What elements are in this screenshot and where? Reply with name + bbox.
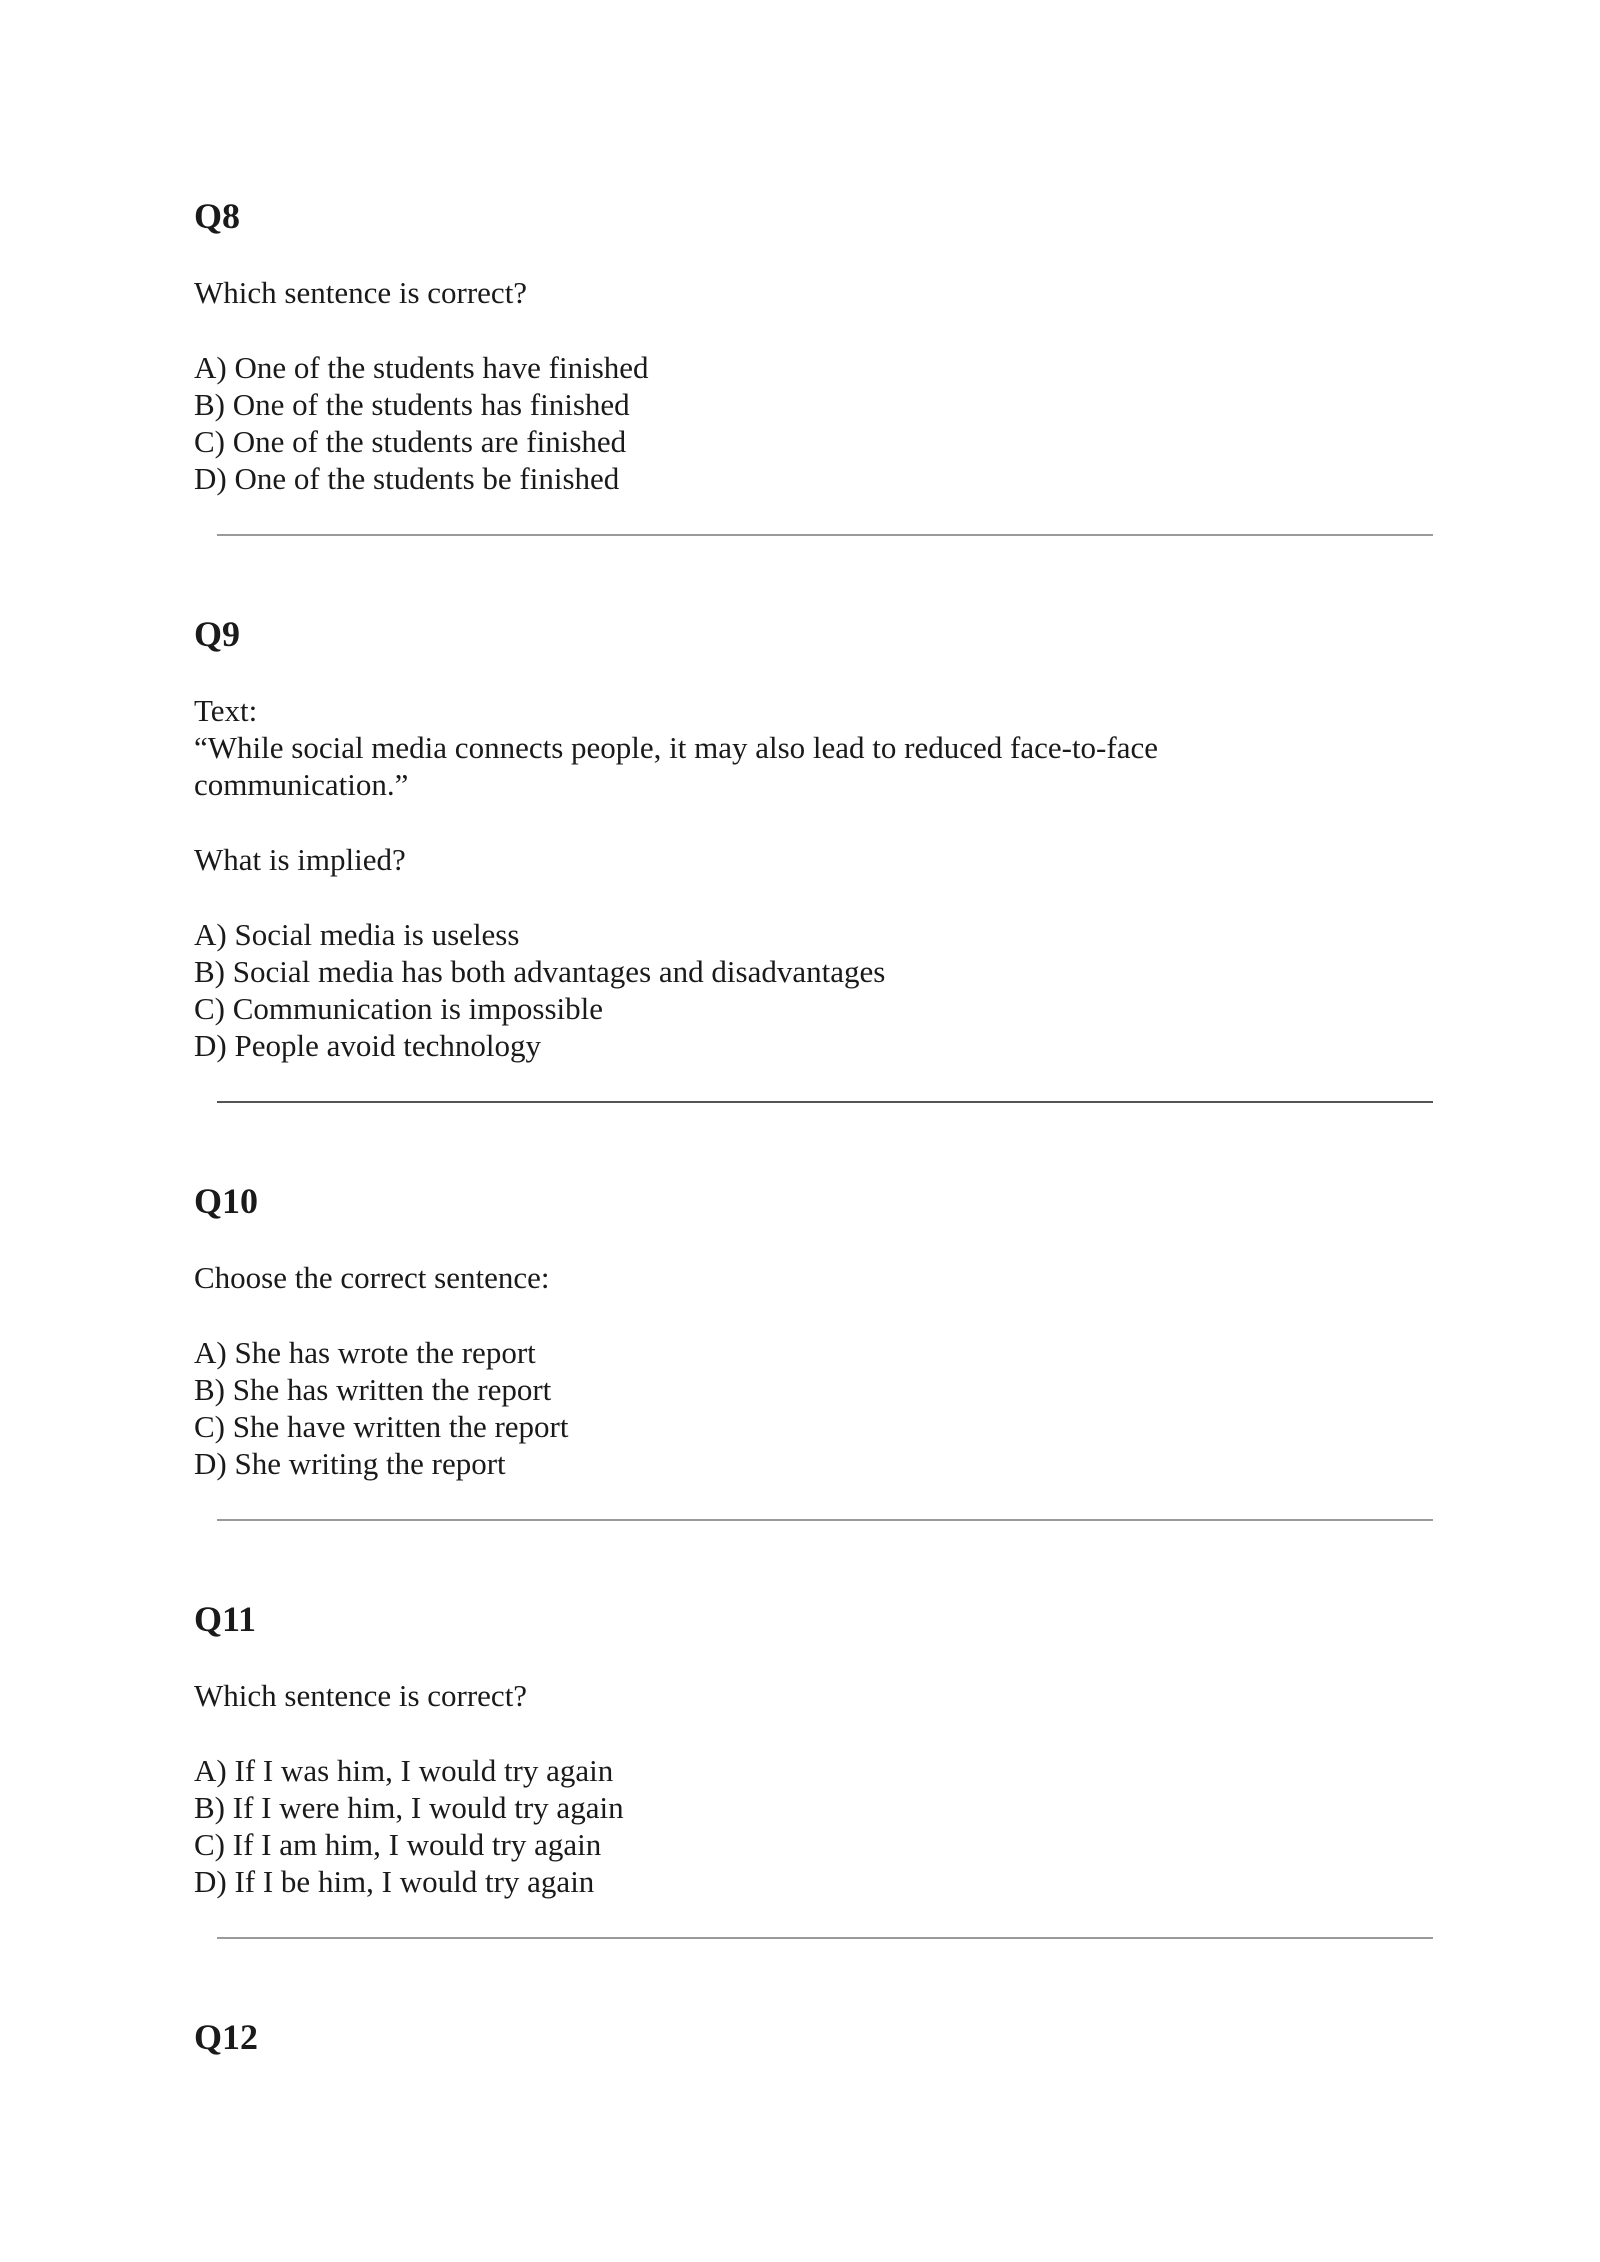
answer-option: C) Communication is impossible (194, 991, 604, 1026)
question-prompt: What is implied? (194, 842, 406, 877)
answer-option: A) Social media is useless (194, 917, 520, 952)
answer-option: B) She has written the report (194, 1372, 552, 1407)
answer-option: A) One of the students have finished (194, 350, 649, 385)
question-number: Q11 (194, 1599, 257, 1639)
divider (217, 1937, 1433, 1939)
answer-option: D) She writing the report (194, 1446, 506, 1481)
answer-option: C) One of the students are finished (194, 424, 627, 459)
answer-option: D) One of the students be finished (194, 461, 620, 496)
answer-option: C) She have written the report (194, 1409, 569, 1444)
text-label: Text: (194, 693, 258, 728)
answer-option: B) One of the students has finished (194, 387, 630, 422)
answer-option: D) If I be him, I would try again (194, 1864, 595, 1899)
divider (217, 1519, 1433, 1521)
question-number: Q12 (194, 2017, 259, 2057)
question-number: Q10 (194, 1181, 259, 1221)
question-prompt: Which sentence is correct? (194, 1678, 528, 1713)
quote-line: “While social media connects people, it may also lead to reduced face-to-face (194, 730, 1158, 765)
divider (217, 534, 1433, 536)
answer-option: D) People avoid technology (194, 1028, 541, 1063)
question-prompt: Choose the correct sentence: (194, 1260, 550, 1295)
question-number: Q9 (194, 614, 241, 654)
divider (217, 1101, 1433, 1103)
quote-line: communication.” (194, 767, 409, 802)
answer-option: B) Social media has both advantages and disadvantages (194, 954, 886, 989)
question-prompt: Which sentence is correct? (194, 275, 528, 310)
answer-option: A) If I was him, I would try again (194, 1753, 614, 1788)
answer-option: A) She has wrote the report (194, 1335, 536, 1370)
question-number: Q8 (194, 196, 241, 236)
answer-option: B) If I were him, I would try again (194, 1790, 624, 1825)
answer-option: C) If I am him, I would try again (194, 1827, 602, 1862)
